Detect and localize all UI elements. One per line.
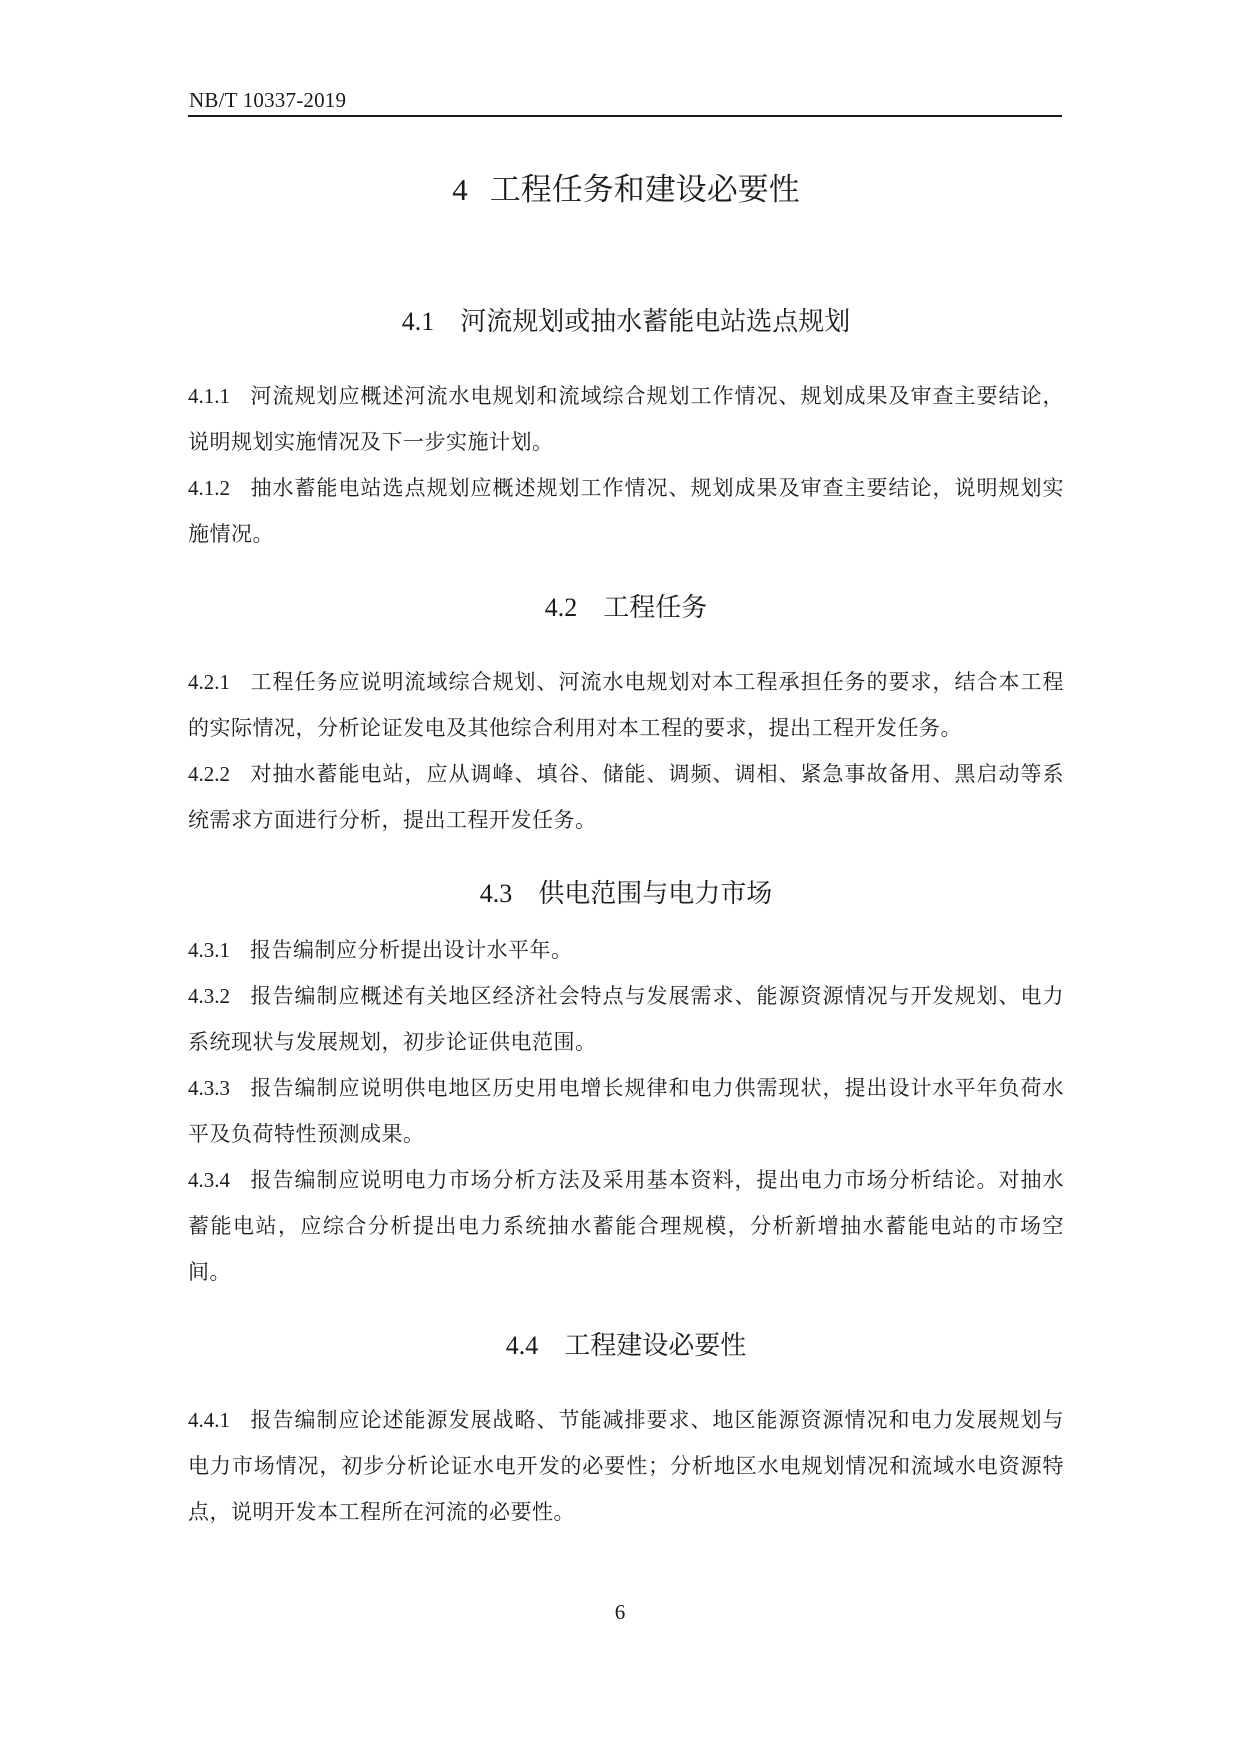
clause-text: 报告编制应论述能源发展战略、节能减排要求、地区能源资源情况和电力发展规划与电力市场情况，初步分析论证水电开发的必要性；分析地区水电规划情况和流域水电资源特点，说明开发本工程所在河流的必要性。 (188, 1408, 1064, 1524)
header-rule (188, 115, 1062, 117)
section-title-4-4 (188, 1321, 1064, 1371)
clause-text: 报告编制应说明电力市场分析方法及采用基本资料，提出电力市场分析结论。对抽水蓄能电站，应综合分析提出电力系统抽水蓄能合理规模，分析新增抽水蓄能电站的市场空间。 (188, 1168, 1064, 1284)
clause-text: 报告编制应分析提出设计水平年。 (250, 938, 573, 962)
clause-4-2-1 (188, 659, 1064, 751)
section-number: 4.4 (505, 1331, 539, 1360)
section-title-text: 供电范围与电力市场 (538, 879, 773, 909)
section-number: 4.3 (479, 879, 513, 908)
clause-number: 4.3.1 (188, 938, 230, 962)
clause-text: 报告编制应说明供电地区历史用电增长规律和电力供需现状，提出设计水平年负荷水平及负荷特性预测成果。 (188, 1076, 1064, 1146)
chapter-title (188, 155, 1064, 225)
section-title-4-1 (188, 297, 1064, 347)
clause-number: 4.2.1 (188, 670, 230, 694)
clause-4-2-2 (188, 751, 1064, 843)
clause-4-1-2 (188, 465, 1064, 557)
section-number: 4.1 (401, 307, 435, 336)
section-title-text: 河流规划或抽水蓄能电站选点规划 (460, 307, 851, 337)
clause-number: 4.3.3 (188, 1076, 230, 1100)
chapter-title-text: 工程任务和建设必要性 (489, 172, 800, 208)
clause-text: 报告编制应概述有关地区经济社会特点与发展需求、能源资源情况与开发规划、电力系统现状与发展规划，初步论证供电范围。 (188, 984, 1064, 1054)
clause-text: 河流规划应概述河流水电规划和流域综合规划工作情况、规划成果及审查主要结论，说明规划实施情况及下一步实施计划。 (188, 384, 1064, 454)
clause-4-3-1 (188, 927, 1064, 973)
page-number: 6 (614, 1600, 626, 1624)
clause-number: 4.2.2 (188, 762, 230, 786)
section-number: 4.2 (544, 593, 578, 622)
clause-text: 对抽水蓄能电站，应从调峰、填谷、储能、调频、调相、紧急事故备用、黑启动等系统需求方面进行分析，提出工程开发任务。 (188, 762, 1064, 832)
clause-number: 4.4.1 (188, 1408, 230, 1432)
standard-code: NB/T 10337-2019 (189, 88, 347, 112)
clause-number: 4.1.2 (188, 476, 230, 500)
clause-4-1-1 (188, 373, 1064, 465)
section-title-text: 工程建设必要性 (564, 1331, 747, 1361)
clause-4-3-4 (188, 1157, 1064, 1295)
clause-number: 4.1.1 (188, 384, 230, 408)
clause-number: 4.3.2 (188, 984, 230, 1008)
clause-text: 抽水蓄能电站选点规划应概述规划工作情况、规划成果及审查主要结论，说明规划实施情况。 (188, 476, 1064, 546)
clause-4-3-2 (188, 973, 1064, 1065)
chapter-number: 4 (452, 172, 468, 207)
section-title-text: 工程任务 (603, 593, 708, 623)
clause-number: 4.3.4 (188, 1168, 230, 1192)
section-title-4-3 (188, 869, 1064, 919)
clause-text: 工程任务应说明流域综合规划、河流水电规划对本工程承担任务的要求，结合本工程的实际情况，分析论证发电及其他综合利用对本工程的要求，提出工程开发任务。 (188, 670, 1064, 740)
clause-4-4-1 (188, 1397, 1064, 1535)
section-title-4-2 (188, 583, 1064, 633)
clause-4-3-3 (188, 1065, 1064, 1157)
page-content (188, 155, 1064, 1535)
